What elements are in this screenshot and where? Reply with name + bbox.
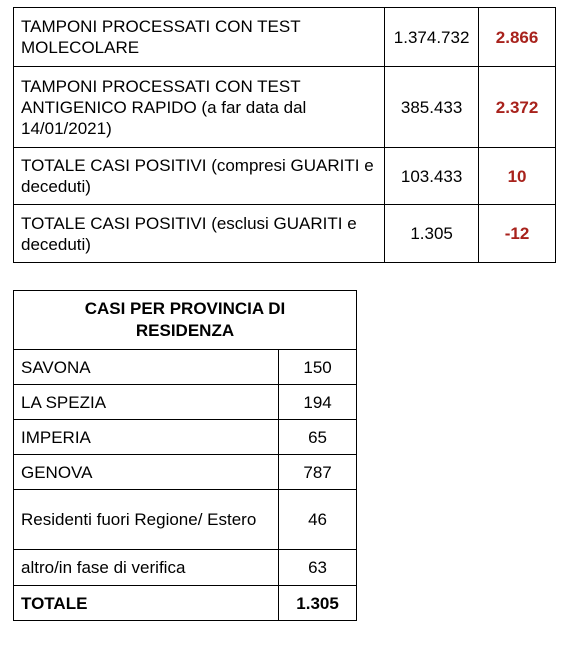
province-value: 65: [279, 420, 357, 455]
summary-value: 103.433: [385, 148, 479, 205]
summary-label: TOTALE CASI POSITIVI (compresi GUARITI e deceduti): [14, 148, 385, 205]
summary-row-total-including: [14, 148, 556, 205]
summary-delta: 2.866: [479, 8, 556, 67]
province-total-value: 1.305: [279, 586, 357, 621]
summary-value: 385.433: [385, 67, 479, 148]
summary-table: [13, 7, 556, 263]
summary-row-molecular: [14, 8, 556, 67]
province-value: 787: [279, 455, 357, 490]
summary-delta: 10: [479, 148, 556, 205]
province-value: 63: [279, 550, 357, 586]
province-table: [13, 290, 357, 621]
province-row-savona: [14, 350, 357, 385]
province-header-row: [14, 291, 357, 350]
summary-delta: 2.372: [479, 67, 556, 148]
province-label: Residenti fuori Regione/ Estero: [14, 490, 279, 550]
summary-label: TAMPONI PROCESSATI CON TEST ANTIGENICO RAPIDO (a far data dal 14/01/2021): [14, 67, 385, 148]
summary-row-antigen: [14, 67, 556, 148]
province-value: 46: [279, 490, 357, 550]
summary-row-total-excluding: [14, 205, 556, 263]
province-row-genova: [14, 455, 357, 490]
province-row-la-spezia: [14, 385, 357, 420]
province-row-fuori-regione: [14, 490, 357, 550]
province-row-total: [14, 586, 357, 621]
province-total-label: TOTALE: [14, 586, 279, 621]
province-label: SAVONA: [14, 350, 279, 385]
summary-delta: -12: [479, 205, 556, 263]
province-label: GENOVA: [14, 455, 279, 490]
province-label: altro/in fase di verifica: [14, 550, 279, 586]
province-value: 150: [279, 350, 357, 385]
summary-value: 1.305: [385, 205, 479, 263]
summary-label: TAMPONI PROCESSATI CON TEST MOLECOLARE: [14, 8, 385, 67]
province-row-verifica: [14, 550, 357, 586]
province-row-imperia: [14, 420, 357, 455]
province-table-title: CASI PER PROVINCIA DI RESIDENZA: [14, 291, 357, 350]
province-label: LA SPEZIA: [14, 385, 279, 420]
summary-value: 1.374.732: [385, 8, 479, 67]
province-label: IMPERIA: [14, 420, 279, 455]
summary-label: TOTALE CASI POSITIVI (esclusi GUARITI e deceduti): [14, 205, 385, 263]
province-value: 194: [279, 385, 357, 420]
